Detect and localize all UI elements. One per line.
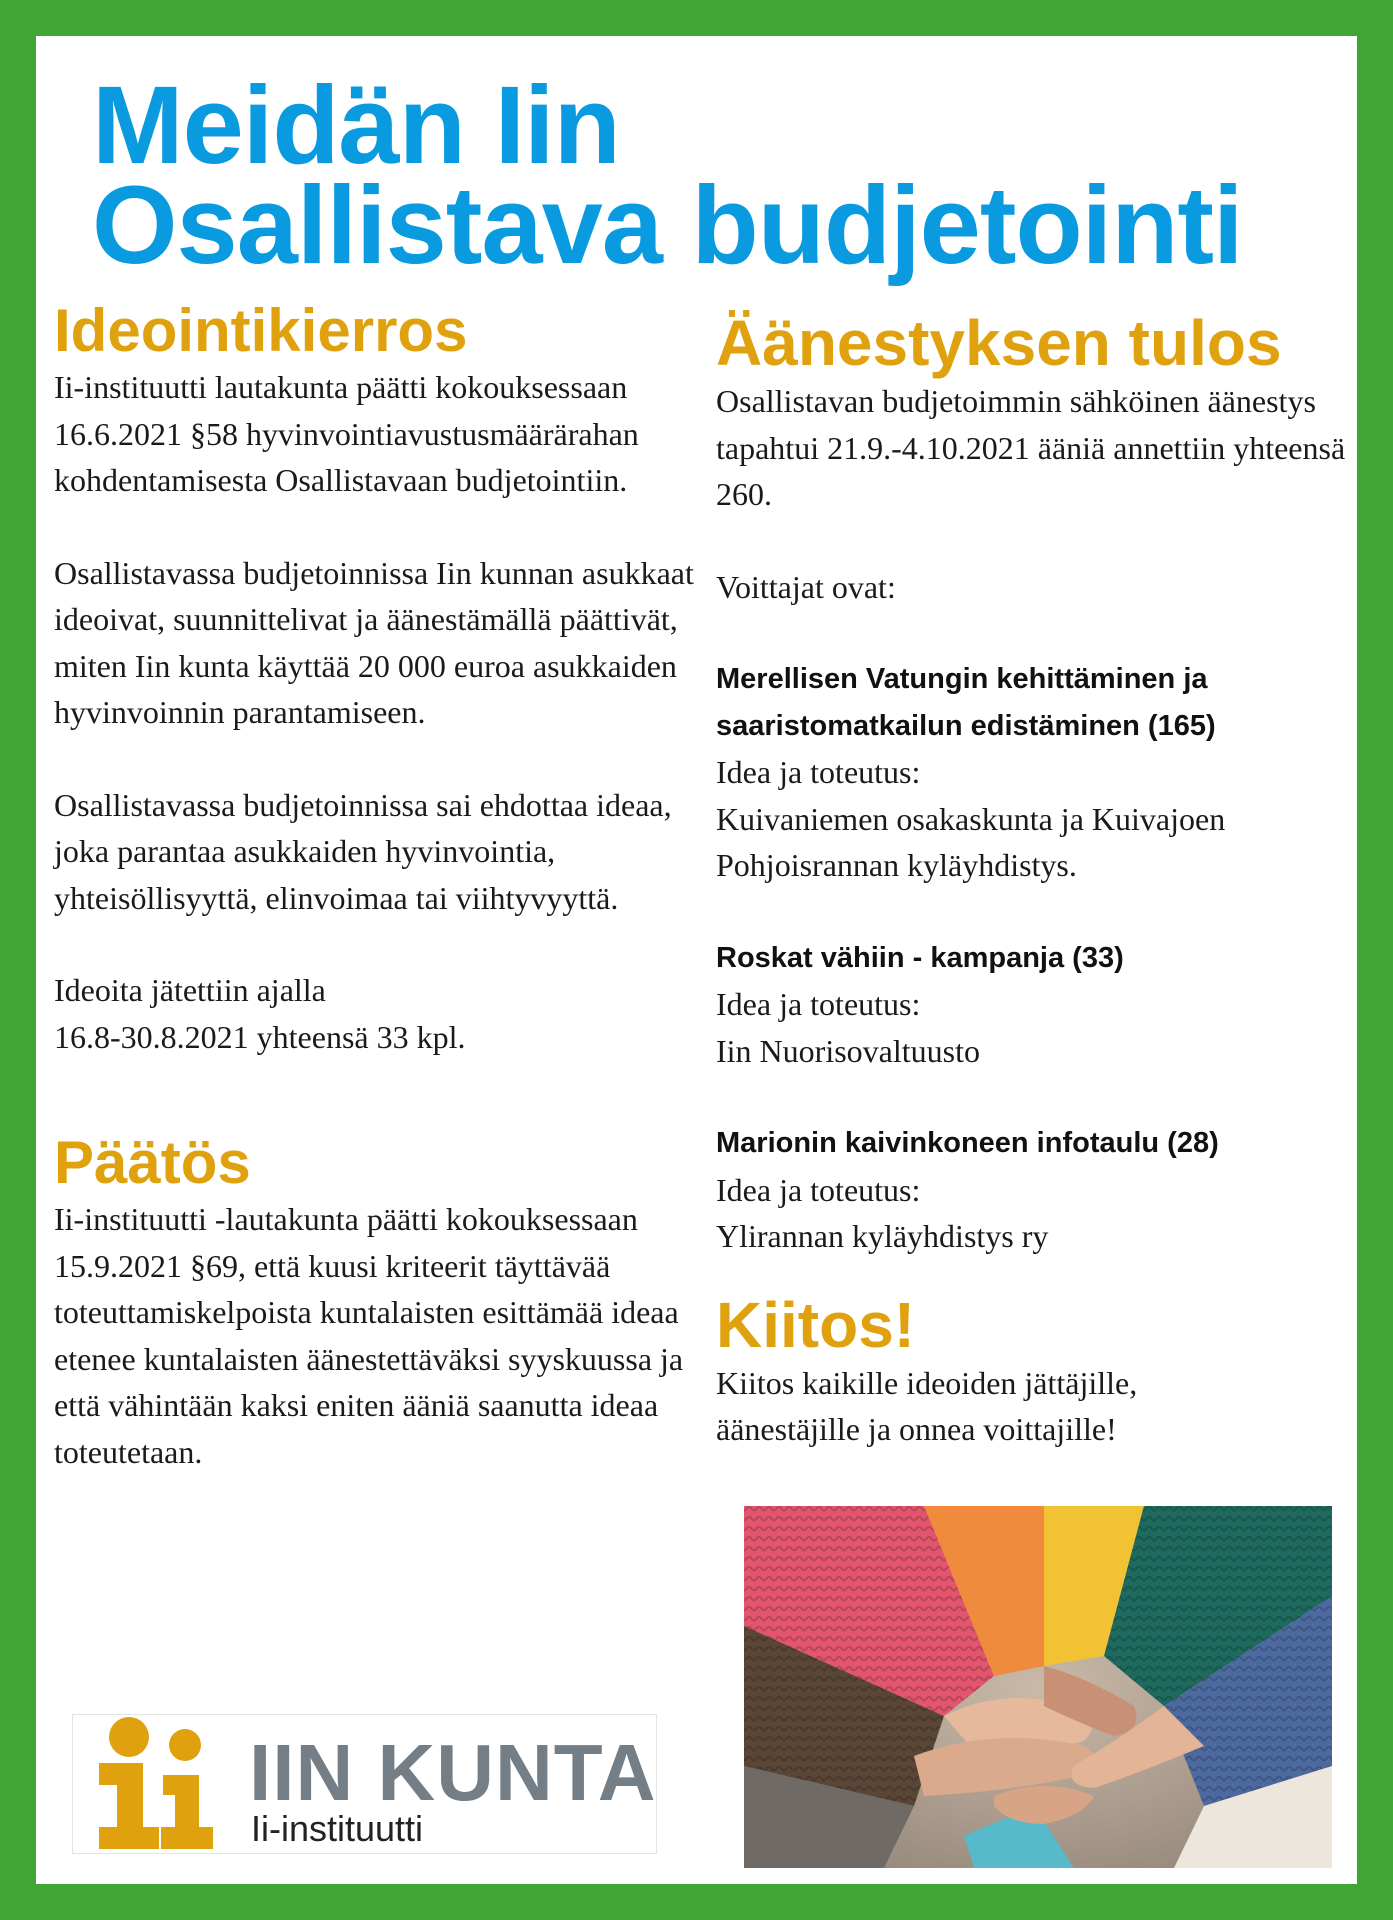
kiitos-line-1: Kiitos kaikille ideoiden jättäjille, [716,1364,1138,1401]
title-line-2: Osallistava budjetointi [92,164,1243,287]
winner-1-label: Idea ja toteutus: [716,754,921,790]
stacked-hands-illustration [744,1506,1332,1868]
ideointi-paragraph-2: Osallistavassa budjetoinnissa Iin kunnan asukkaat ideoivat, suunnittelivat ja äänestämällä päättivät, miten Iin kunta käyttää 20 000 euroa asukkaiden hyvinvoinnin parantamiseen. [54,554,694,730]
winner-1-who-line-2: Pohjoisrannan kyläyhdistys. [716,847,1077,883]
winner-2-label: Idea ja toteutus: [716,986,921,1022]
winner-3-title: Marionin kaivinkoneen infotaulu (28) [716,1127,1219,1159]
winner-3-label: Idea ja toteutus: [716,1171,921,1208]
winner-1-title-line-1: Merellisen Vatungin kehittäminen ja [716,663,1208,695]
winners-label: Voittajat ovat: [716,568,896,605]
stacked-hands-photo [744,1506,1332,1868]
winner-entry-1 [716,656,1346,889]
left-column [54,298,694,1475]
logo-sub: Ii-instituutti [251,1808,424,1849]
logo-name: IIN KUNTA [249,1728,657,1817]
ideointi-p4-line-2: 16.8-30.8.2021 yhteensä 33 kpl. [54,1018,466,1055]
winner-2-title: Roskat vähiin - kampanja (33) [716,941,1124,974]
ideointi-paragraph-1: Ii-instituutti lautakunta päätti kokouksessaan 16.6.2021 §58 hyvinvointiavustusmäärärahan kohdentamisesta Osallistavaan budjetointiin. [54,369,639,498]
winner-3-who: Ylirannan kyläyhdistys ry [716,1218,1049,1254]
iin-kunta-logo [72,1714,657,1854]
winner-entry-2 [716,935,1346,1075]
winner-1-who-line-1: Kuivaniemen osakaskunta ja Kuivajoen [716,800,1226,837]
iin-kunta-ii-logo-icon [73,1715,243,1855]
right-column [716,308,1346,1453]
winner-2-who: Iin Nuorisovaltuusto [716,1032,980,1069]
poster-title [92,64,1243,287]
tulos-intro: Osallistavan budjetoimmin sähköinen äänestys tapahtui 21.9.-4.10.2021 ääniä annettiin yhteensä 260. [716,383,1346,512]
title-line-1: Meidän Iin [92,64,620,187]
paatos-paragraph: Ii-instituutti -lautakunta päätti kokouksessaan 15.9.2021 §69, että kuusi kriteerit täyttävää toteuttamiskelpoista kuntalaisten esittämää ideaa etenee kuntalaisten äänestettäväksi syyskuussa ja että vähintään kaksi eniten ääniä saanutta ideaa toteutetaan. [54,1201,684,1470]
kiitos-line-2: äänestäjille ja onnea voittajille! [716,1411,1117,1447]
poster-sheet [36,36,1357,1884]
ideointi-paragraph-3: Osallistavassa budjetoinnissa sai ehdottaa ideaa, joka parantaa asukkaiden hyvinvointia, yhteisöllisyyttä, elinvoimaa tai viihtyvyyttä. [54,786,672,916]
ideointi-paragraph-4 [54,967,694,1060]
kiitos-heading: Kiitos! [716,1288,916,1361]
winner-entry-3 [716,1120,1346,1260]
paatos-heading: Päätös [54,1129,251,1196]
ideointi-heading: Ideointikierros [54,297,468,364]
tulos-heading: Äänestyksen tulos [716,307,1282,379]
ideointi-p4-line-1: Ideoita jätettiin ajalla [54,972,326,1008]
winner-1-title-line-2: saaristomatkailun edistäminen (165) [716,709,1216,742]
